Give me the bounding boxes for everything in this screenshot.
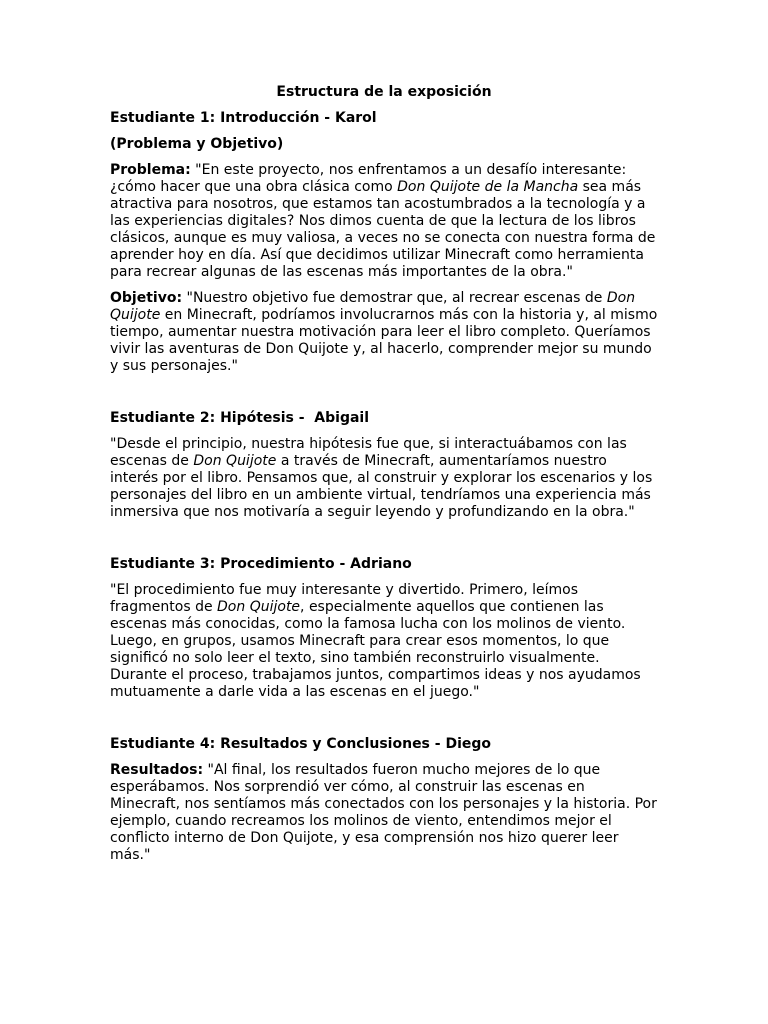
hypothesis-text-a: "Desde el principio, nuestra hipótesis fue que, si interactuábamos con las escenas de (110, 436, 627, 469)
student-2-heading: Estudiante 2: Hipótesis - Abigail (110, 410, 370, 426)
student-1-heading: Estudiante 1: Introducción - Karol (110, 110, 377, 126)
document-page (110, 84, 658, 873)
hypothesis-paragraph (110, 436, 658, 521)
problem-title-italic: Don Quijote de la Mancha (397, 179, 579, 195)
results-label: Resultados: (110, 762, 204, 778)
problem-text-a: "En este proyecto, nos enfrentamos a un desafío interesante: ¿cómo hacer que una obra clásica como (110, 162, 627, 195)
student-4-heading: Estudiante 4: Resultados y Conclusiones - Diego (110, 736, 492, 752)
document-title: Estructura de la exposición (276, 84, 492, 100)
problem-text-b: sea más atractiva para nosotros, que estamos tan acostumbrados a la tecnología y a las experiencias digitales? Nos dimos cuenta de que la lectura de los libros clásicos, aunque es muy valiosa, a veces no se conecta con nuestra forma de aprender hoy en día. Así que decidimos utilizar Minecraft como herramienta para recrear algunas de las escenas más importantes de la obra." (110, 179, 656, 280)
student-3-heading: Estudiante 3: Procedimiento - Adriano (110, 556, 412, 572)
problem-label: Problema: (110, 162, 191, 178)
objective-text-b: en Minecraft, podríamos involucrarnos más con la historia y, al mismo tiempo, aumentar nuestra motivación para leer el libro completo. Queríamos vivir las aventuras de Don Quijote y, al hacerlo, comprender mejor su mundo y sus personajes." (110, 307, 658, 374)
procedure-text-b: , especialmente aquellos que contienen las escenas más conocidas, como la famosa lucha con los molinos de viento. Luego, en grupos, usamos Minecraft para crear esos momentos, lo que significó no solo leer el texto, sino también reconstruirlo visualmente. Durante el proceso, trabajamos juntos, compartimos ideas y nos ayudamos mutuamente a darle vida a las escenas en el juego." (110, 599, 641, 700)
procedure-title-italic: Don Quijote (217, 599, 301, 615)
procedure-text-a: "El procedimiento fue muy interesante y divertido. Primero, leímos fragmentos de (110, 582, 579, 615)
hypothesis-text-b: a través de Minecraft, aumentaríamos nuestro interés por el libro. Pensamos que, al construir y explorar los escenarios y los personajes del libro en un ambiente virtual, tendríamos una experiencia más inmersiva que nos motivaría a seguir leyendo y profundizando en la obra." (110, 453, 653, 520)
objective-label: Objetivo: (110, 290, 183, 306)
objective-title-italic: Don Quijote (110, 290, 636, 323)
results-text: "Al final, los resultados fueron mucho mejores de lo que esperábamos. Nos sorprendió ver cómo, al construir las escenas en Minecraft, nos sentíamos más conectados con los personajes y la historia. Por ejemplo, cuando recreamos los molinos de viento, entendimos mejor el conflicto interno de Don Quijote, y esa comprensión nos hizo querer leer más." (110, 762, 657, 863)
procedure-paragraph (110, 582, 658, 701)
hypothesis-title-italic: Don Quijote (193, 453, 277, 469)
objective-paragraph (110, 290, 658, 375)
objective-text-a: "Nuestro objetivo fue demostrar que, al recrear escenas de (182, 290, 607, 306)
problem-paragraph (110, 162, 658, 281)
results-paragraph (110, 762, 658, 864)
student-1-subheading: (Problema y Objetivo) (110, 136, 284, 152)
